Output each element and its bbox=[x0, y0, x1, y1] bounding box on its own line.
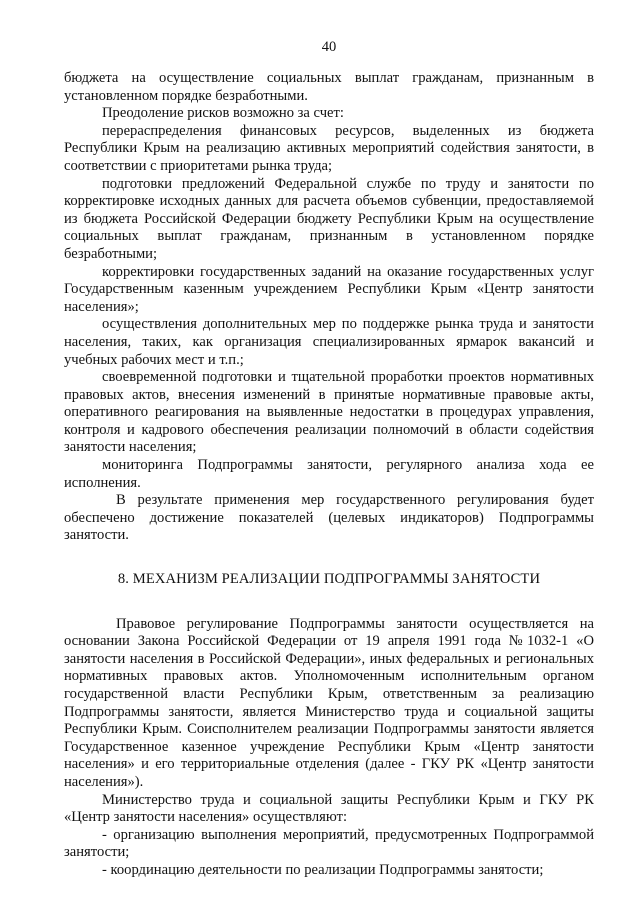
paragraph-ministry-duties: Министерство труда и социальной защиты Республики Крым и ГКУ РК «Центр занятости населения» осуществляют: bbox=[64, 791, 594, 826]
paragraph-redistribution: перераспределения финансовых ресурсов, выделенных из бюджета Республики Крым на реализацию активных мероприятий содействия занятости, в соответствии с приоритетами рынка труда; bbox=[64, 122, 594, 174]
paragraph-state-tasks: корректировки государственных заданий на оказание государственных услуг Государственным казенным учреждением Республики Крым «Центр занятости населения»; bbox=[64, 263, 594, 315]
list-item-organization: - организацию выполнения мероприятий, предусмотренных Подпрограммой занятости; bbox=[64, 826, 594, 861]
paragraph-budget-continuation: бюджета на осуществление социальных выплат гражданам, признанным в установленном порядке безработными. bbox=[64, 70, 594, 104]
paragraph-monitoring: мониторинга Подпрограммы занятости, регулярного анализа хода ее исполнения. bbox=[64, 457, 594, 491]
paragraph-legal-regulation: Правовое регулирование Подпрограммы занятости осуществляется на основании Закона Российской Федерации от 19 апреля 1991 года №1032-1 «О занятости населения в Российской Федерации», иных федеральных и региональных нормативных правовых актов. Уполномоченным исполнительным органом государственной власти Республики Крым, ответственным за реализацию Подпрограммы занятости, является Министерство труда и социальной защиты Республики Крым. Соисполнителем реализации Подпрограммы занятости является Государственное казенное учреждение Республики Крым «Центр занятости населения» и его территориальные отделения (далее - ГКУ РК «Центр занятости населения»). bbox=[64, 615, 594, 790]
section-heading: 8. МЕХАНИЗМ РЕАЛИЗАЦИИ ПОДПРОГРАММЫ ЗАНЯТОСТИ bbox=[117, 571, 541, 588]
paragraph-result: В результате применения мер государственного регулирования будет обеспечено достижение показателей (целевых индикаторов) Подпрограммы занятости. bbox=[64, 492, 594, 544]
paragraph-legal-acts: своевременной подготовки и тщательной проработки проектов нормативных правовых актов, внесения изменений в принятые нормативные правовые акты, оперативного реагирования на выявленные недостатки в процедурах управления, контроля и кадрового обеспечения реализации полномочий в области содействия занятости населения; bbox=[64, 369, 594, 456]
list-item-coordination: - координацию деятельности по реализации Подпрограммы занятости; bbox=[102, 861, 544, 878]
paragraph-risk-mitigation-intro: Преодоление рисков возможно за счет: bbox=[102, 105, 344, 122]
page-number: 40 bbox=[321, 39, 337, 55]
paragraph-additional-measures: осуществления дополнительных мер по поддержке рынка труда и занятости населения, таких, как организация специализированных ярмарок вакансий и учебных рабочих мест и т.п.; bbox=[64, 316, 594, 368]
body-text bbox=[64, 70, 594, 880]
paragraph-proposals: подготовки предложений Федеральной службе по труду и занятости по корректировке исходных данных для расчета объемов субвенции, предоставляемой из бюджета Российской Федерации бюджету Республики Крым на осуществление социальных выплат гражданам, признанным в установленном порядке безработными; bbox=[64, 175, 594, 262]
